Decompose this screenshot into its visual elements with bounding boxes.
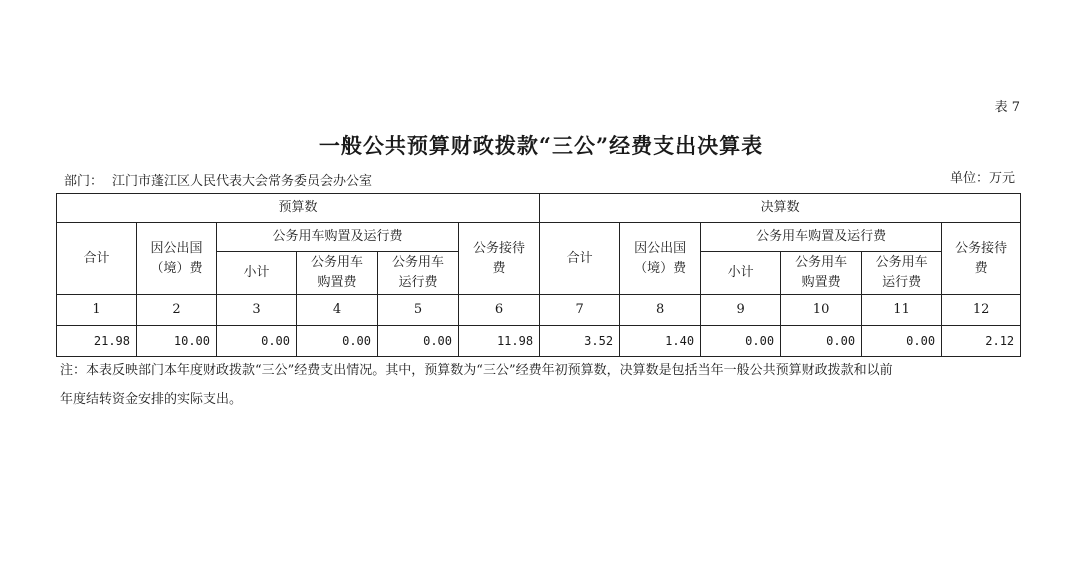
header-vehicle: 公务用车购置及运行费 — [701, 223, 942, 252]
header-operation — [862, 252, 942, 295]
header-total: 合计 — [57, 223, 137, 295]
value-cell: 1.40 — [620, 326, 701, 357]
column-number: 8 — [620, 295, 701, 326]
header-operation-line2: 运行费 — [882, 275, 922, 290]
table-number: 表 7 — [994, 100, 1020, 115]
column-number: 2 — [137, 295, 217, 326]
header-operation-line2: 运行费 — [398, 275, 438, 290]
header-purchase — [297, 252, 378, 295]
footnote — [60, 356, 1022, 414]
value-cell: 11.98 — [459, 326, 540, 357]
department-label: 部门： — [64, 174, 104, 189]
header-operation — [378, 252, 459, 295]
header-total: 合计 — [540, 223, 620, 295]
group-header-budget: 预算数 — [57, 194, 540, 223]
department-name: 江门市蓬江区人民代表大会常务委员会办公室 — [112, 174, 373, 189]
header-reception-line1: 公务接待 — [955, 240, 1008, 256]
value-cell: 0.00 — [781, 326, 862, 357]
header-purchase-line1: 公务用车 — [795, 255, 848, 270]
value-cell: 21.98 — [57, 326, 137, 357]
expenditure-table — [56, 193, 1021, 357]
header-purchase — [781, 252, 862, 295]
header-abroad-line1: 因公出国 — [150, 240, 203, 256]
header-subtotal: 小计 — [701, 252, 781, 295]
column-number: 7 — [540, 295, 620, 326]
column-number: 4 — [297, 295, 378, 326]
column-number: 9 — [701, 295, 781, 326]
header-vehicle: 公务用车购置及运行费 — [217, 223, 459, 252]
column-number: 6 — [459, 295, 540, 326]
value-cell: 3.52 — [540, 326, 620, 357]
header-operation-line1: 公务用车 — [875, 255, 928, 270]
footnote-line2: 年度结转资金安排的实际支出。 — [60, 392, 243, 407]
header-reception — [459, 223, 540, 295]
header-reception-line2: 费 — [492, 260, 506, 276]
header-abroad — [620, 223, 701, 295]
header-purchase-line2: 购置费 — [801, 275, 841, 290]
value-row — [57, 326, 1021, 357]
value-cell: 0.00 — [297, 326, 378, 357]
column-number-row — [57, 295, 1021, 326]
header-abroad-line2: （境）费 — [634, 260, 687, 276]
header-abroad-line2: （境）费 — [150, 260, 203, 276]
column-number: 11 — [862, 295, 942, 326]
value-cell: 0.00 — [217, 326, 297, 357]
value-cell: 10.00 — [137, 326, 217, 357]
column-number: 3 — [217, 295, 297, 326]
unit-label: 单位：万元 — [949, 171, 1015, 186]
header-purchase-line2: 购置费 — [317, 275, 357, 290]
footnote-line1: 注：本表反映部门本年度财政拨款“三公”经费支出情况。其中，预算数为“三公”经费年初预算数，决算数是包括当年一般公共预算财政拨款和以前 — [60, 363, 893, 378]
column-number: 12 — [942, 295, 1021, 326]
header-abroad — [137, 223, 217, 295]
column-number: 5 — [378, 295, 459, 326]
header-reception-line1: 公务接待 — [473, 240, 526, 256]
column-number: 10 — [781, 295, 862, 326]
report-title: 一般公共预算财政拨款“三公”经费支出决算表 — [318, 133, 764, 158]
value-cell: 0.00 — [862, 326, 942, 357]
header-operation-line1: 公务用车 — [391, 255, 444, 270]
group-header-final: 决算数 — [540, 194, 1021, 223]
header-purchase-line1: 公务用车 — [310, 255, 363, 270]
value-cell: 2.12 — [942, 326, 1021, 357]
header-reception-line2: 费 — [974, 260, 988, 276]
header-abroad-line1: 因公出国 — [634, 240, 687, 256]
header-reception — [942, 223, 1021, 295]
header-subtotal: 小计 — [217, 252, 297, 295]
value-cell: 0.00 — [378, 326, 459, 357]
column-number: 1 — [57, 295, 137, 326]
value-cell: 0.00 — [701, 326, 781, 357]
